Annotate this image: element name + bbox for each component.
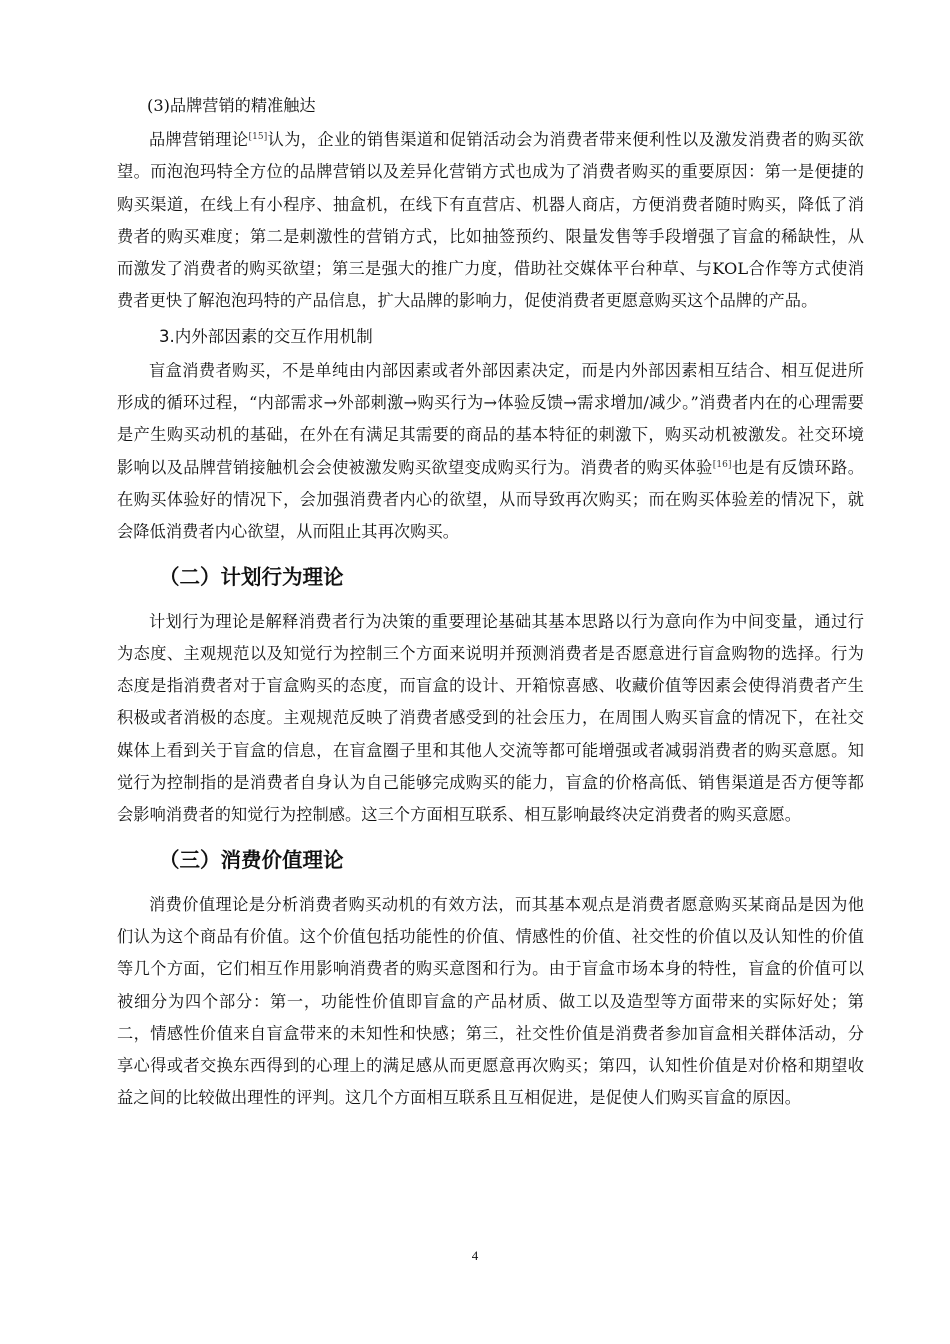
paragraph-interaction: [117, 355, 864, 549]
paragraph-brand-marketing: [117, 124, 864, 318]
page-content: [117, 90, 864, 1115]
page-number: 4: [471, 1248, 479, 1263]
section-heading-planned-behavior: （二）计划行为理论: [159, 564, 344, 589]
paragraph-planned-behavior: 计划行为理论是解释消费者行为决策的重要理论基础其基本思路以行为意向作为中间变量，通过行为态度、主观规范以及知觉行为控制三个方面来说明并预测消费者是否愿意进行盲盒购物的选择。行为态度是指消费者对于盲盒购买的态度，而盲盒的设计、开箱惊喜感、收藏价值等因素会使得消费者产生积极或者消极的态度。主观规范反映了消费者感受到的社会压力，在周围人购买盲盒的情况下，在社交媒体上看到关于盲盒的信息，在盲盒圈子里和其他人交流等都可能增强或者减弱消费者的购买意愿。知觉行为控制指的是消费者自身认为自己能够完成购买的能力，盲盒的价格高低、销售渠道是否方便等都会影响消费者的知觉行为控制感。这三个方面相互联系、相互影响最终决定消费者的购买意愿。: [117, 611, 864, 825]
subheading-interaction-mechanism: 3.内外部因素的交互作用机制: [159, 326, 373, 346]
paragraph-text: 盲盒消费者购买，不是单纯由内部因素或者外部因素决定，而是内外部因素相互结合、相互促进所形成的循环过程，“内部需求→外部刺激→购买行为→体验反馈→需求增加/减少。”消费者内在的心理需要是产生购买动机的基础，在外在有满足其需要的商品的基本特征的刺激下，购买动机被激发。社交环境影响以及品牌营销接触机会会使被激发购买欲望变成购买行为。消费者的购买体验: [117, 360, 864, 477]
paragraph-text: 也是有反馈环路。在购买体验好的情况下，会加强消费者内心的欲望，从而导致再次购买；而在购买体验差的情况下，就会降低消费者内心欲望，从而阻止其再次购买。: [117, 457, 864, 542]
paragraph-text: 认为，企业的销售渠道和促销活动会为消费者带来便利性以及激发消费者的购买欲望。而泡泡玛特全方位的品牌营销以及差异化营销方式也成为了消费者购买的重要原因：第一是便捷的购买渠道，在线上有小程序、抽盒机，在线下有直营店、机器人商店，方便消费者随时购买，降低了消费者的购买难度；第二是刺激性的营销方式，比如抽签预约、限量发售等手段增强了盲盒的稀缺性，从而激发了消费者的购买欲望；第三是强大的推广力度，借助社交媒体平台种草、与KOL合作等方式使消费者更快了解泡泡玛特的产品信息，扩大品牌的影响力，促使消费者更愿意购买这个品牌的产品。: [117, 130, 864, 311]
paragraph-consumption-value: 消费价值理论是分析消费者购买动机的有效方法，而其基本观点是消费者愿意购买某商品是因为他们认为这个商品有价值。这个价值包括功能性的价值、情感性的价值、社交性的价值以及认知性的价值等几个方面，它们相互作用影响消费者的购买意图和行为。由于盲盒市场本身的特性，盲盒的价值可以被细分为四个部分：第一，功能性价值即盲盒的产品材质、做工以及造型等方面带来的实际好处；第二，情感性价值来自盲盒带来的未知性和快感；第三，社交性价值是消费者参加盲盒相关群体活动，分享心得或者交换东西得到的心理上的满足感从而更愿意再次购买；第四，认知性价值是对价格和期望收益之间的比较做出理性的评判。这几个方面相互联系且互相促进，是促使人们购买盲盒的原因。: [117, 894, 864, 1108]
paragraph-text: 品牌营销理论: [149, 130, 249, 149]
citation-ref[interactable]: [16]: [712, 459, 732, 470]
section-heading-consumption-value: （三）消费价值理论: [159, 847, 344, 872]
citation-ref[interactable]: [15]: [248, 132, 268, 142]
subheading-brand-marketing: (3)品牌营销的精准触达: [147, 96, 316, 115]
